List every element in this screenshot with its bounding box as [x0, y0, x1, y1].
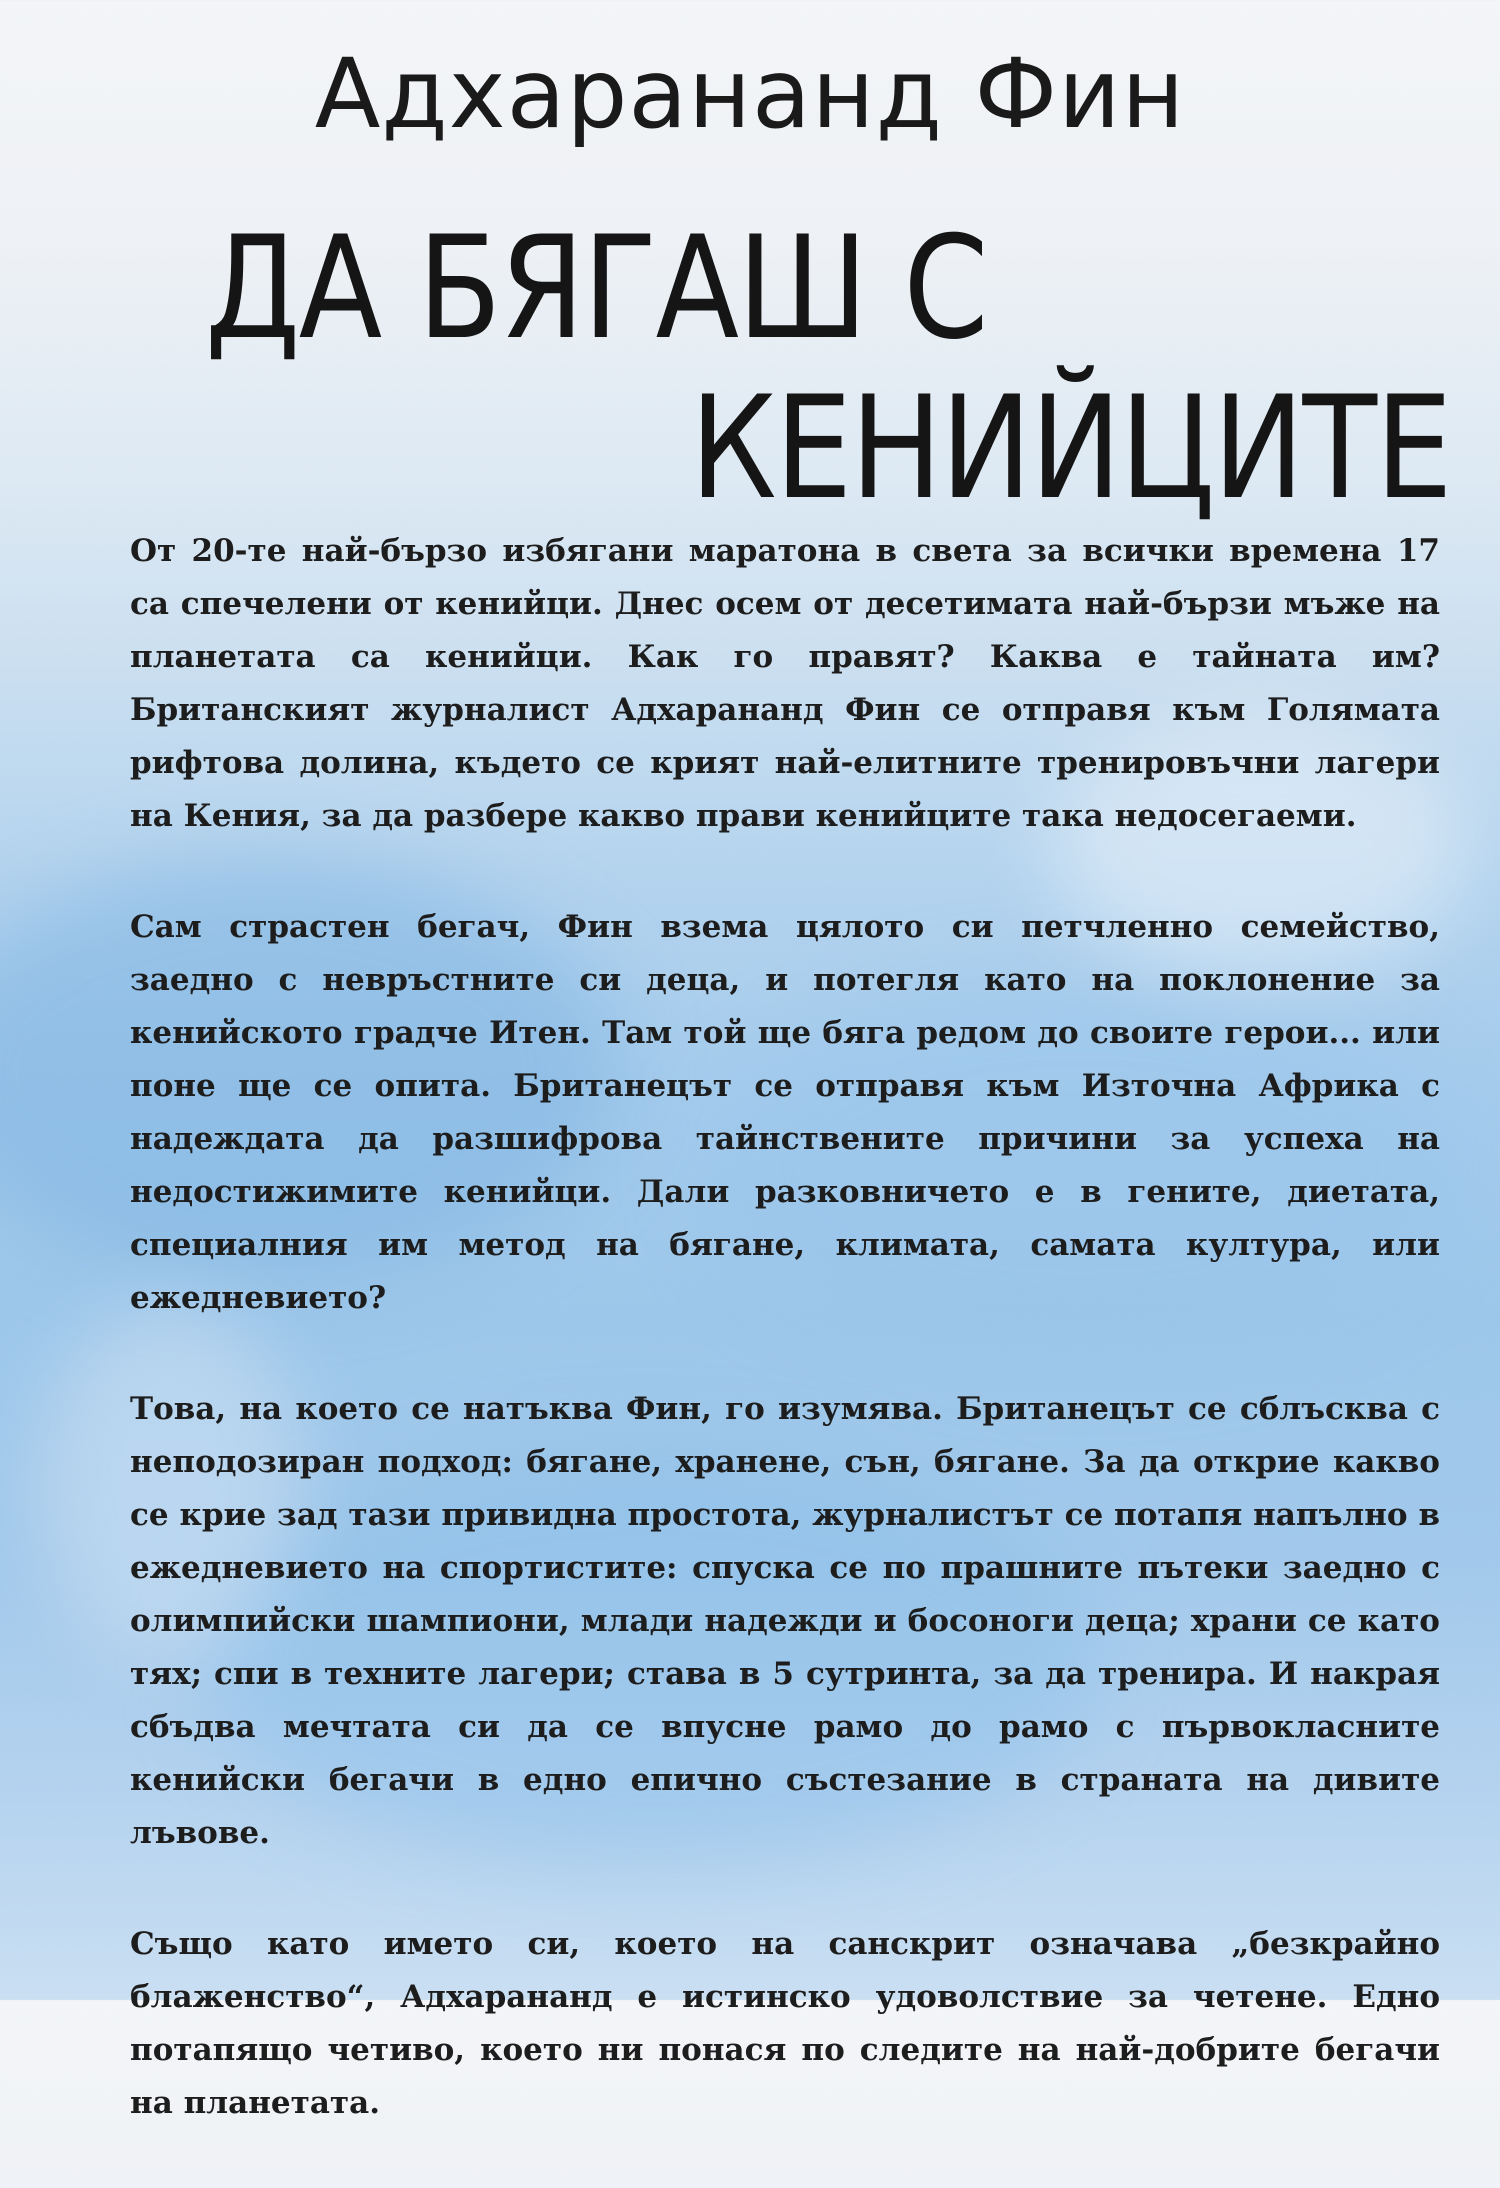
blurb-paragraph: От 20-те най-бързо избягани маратона в света за всички времена 17 са спечелени от кенийци. Днес осем от десетимата най-бързи мъже на планетата са кенийци. Как го правят? Каква е тайната им? Британският журналист Адхарананд Фин се отправя към Голямата рифтова долина, където се крият най-елитните тренировъчни лагери на Кения, за да разбере какво прави кенийците така недосегаеми. — [130, 533, 1440, 834]
blurb-paragraph: Това, на което се натъква Фин, го изумява. Британецът се сблъсква с неподозиран подход: бягане, хранене, сън, бягане. За да открие какво се крие зад тази привидна простота, журналистът се потапя напълно в ежедневието на спортистите: спуска се по прашните пътеки заедно с олимпийски шампиони, млади надежди и босоноги деца; храни се като тях; спи в техните лагери; става в 5 сутринта, за да тренира. И накрая сбъдва мечтата си да се впусне рамо до рамо с първокласните кенийски бегачи в едно епично състезание в страната на дивите лъвове. — [130, 1391, 1440, 1851]
blurb-paragraph: Също като името си, което на санскрит означава „безкрайно блаженство“, Адхарананд е истинско удоволствие за четене. Едно потапящо четиво, което ни понася по следите на най-добрите бегачи на планетата. — [130, 1926, 1440, 2121]
blurb-paragraph: Сам страстен бегач, Фин взема цялото си петчленно семейство, заедно с невръстните си деца, и потегля като на поклонение за кенийското градче Итен. Там той ще бяга редом до своите герои... или поне ще се опита. Британецът се отправя към Източна Африка с надеждата да разшифрова тайнствените причини за успеха на недостижимите кенийци. Дали разковничето е в гените, диетата, специалния им метод на бягане, климата, самата култура, или ежедневието? — [130, 909, 1440, 1316]
blurb-text — [130, 525, 1440, 2188]
book-title-line-1: ДА БЯГАШ С — [205, 206, 987, 371]
author-name: Адхарананд Фин — [314, 38, 1186, 150]
book-title-line-2: КЕНИЙЦИТЕ — [690, 366, 1451, 531]
